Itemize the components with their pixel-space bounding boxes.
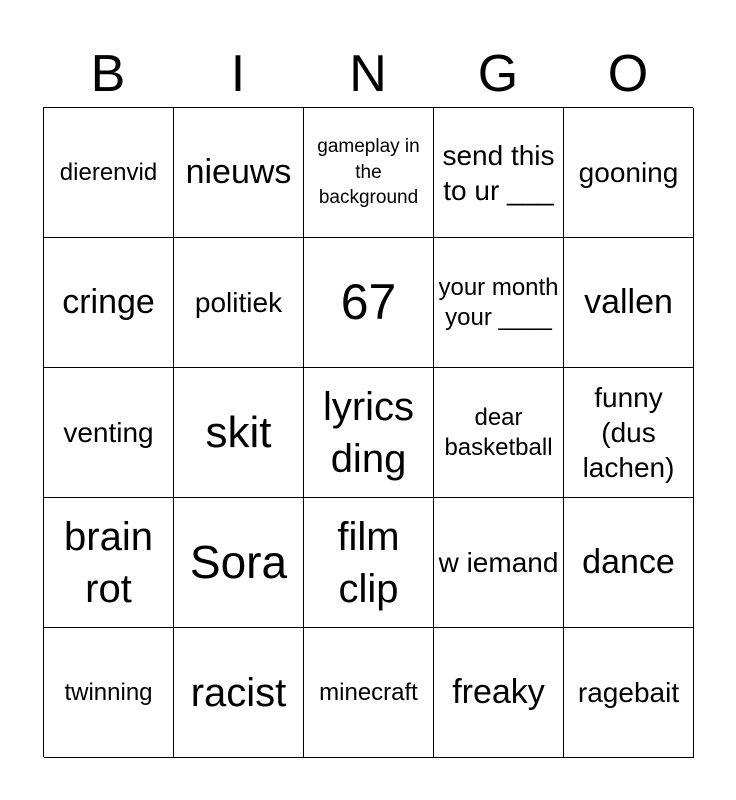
bingo-cell[interactable]	[174, 498, 304, 628]
bingo-cell[interactable]	[564, 498, 694, 628]
bingo-cell[interactable]	[44, 108, 174, 238]
cell-label: ragebait	[577, 677, 680, 708]
cell-label: skit	[205, 407, 272, 457]
cell-label: nieuws	[185, 152, 292, 191]
cell-label: freaky	[452, 672, 545, 711]
cell-label: gameplay in the background	[317, 136, 420, 209]
bingo-cell[interactable]	[304, 498, 434, 628]
bingo-cell[interactable]	[174, 628, 304, 758]
bingo-cell[interactable]	[434, 628, 564, 758]
bingo-cell[interactable]	[44, 628, 174, 758]
cell-label: dance	[582, 542, 675, 581]
cell-label: twinning	[64, 678, 153, 706]
cell-label: vallen	[584, 282, 673, 321]
bingo-cell[interactable]	[304, 628, 434, 758]
bingo-cell[interactable]	[304, 108, 434, 238]
cell-label: funny (dus lachen)	[582, 382, 675, 483]
bingo-cell[interactable]	[564, 108, 694, 238]
bingo-cell[interactable]	[564, 238, 694, 368]
cell-label: film clip	[337, 514, 400, 611]
bingo-board	[43, 107, 693, 757]
cell-label: Sora	[189, 536, 288, 589]
cell-label: racist	[190, 670, 287, 715]
cell-label: gooning	[578, 157, 679, 188]
cell-label: politiek	[194, 287, 283, 318]
header-letter-g: G	[477, 45, 519, 103]
bingo-cell[interactable]	[434, 498, 564, 628]
bingo-cell[interactable]	[174, 368, 304, 498]
cell-label: 67	[340, 273, 397, 330]
bingo-cell[interactable]	[44, 368, 174, 498]
header-letter-n: N	[349, 45, 387, 103]
bingo-cell[interactable]	[564, 368, 694, 498]
cell-label: send this to ur ___	[442, 139, 555, 206]
bingo-cell[interactable]	[434, 238, 564, 368]
cell-label: venting	[63, 417, 154, 448]
bingo-cell[interactable]	[44, 238, 174, 368]
cell-label: dear basketball	[444, 403, 553, 461]
cell-label: cringe	[62, 282, 155, 321]
bingo-header	[43, 40, 693, 108]
bingo-cell[interactable]	[44, 498, 174, 628]
cell-label: lyrics ding	[322, 384, 415, 481]
cell-label: your month your ____	[438, 273, 559, 331]
bingo-cell[interactable]	[304, 368, 434, 498]
bingo-cell[interactable]	[434, 108, 564, 238]
bingo-cell[interactable]	[564, 628, 694, 758]
bingo-cell[interactable]	[174, 238, 304, 368]
cell-label: w iemand	[438, 547, 559, 578]
header-letter-i: I	[230, 45, 246, 103]
cell-label: brain rot	[64, 514, 153, 611]
header-letter-b: B	[90, 45, 126, 103]
cell-label: dierenvid	[59, 158, 158, 186]
cell-label: minecraft	[319, 678, 418, 706]
bingo-cell[interactable]	[174, 108, 304, 238]
bingo-cell[interactable]	[434, 368, 564, 498]
bingo-cell[interactable]	[304, 238, 434, 368]
header-letter-o: O	[607, 45, 649, 103]
